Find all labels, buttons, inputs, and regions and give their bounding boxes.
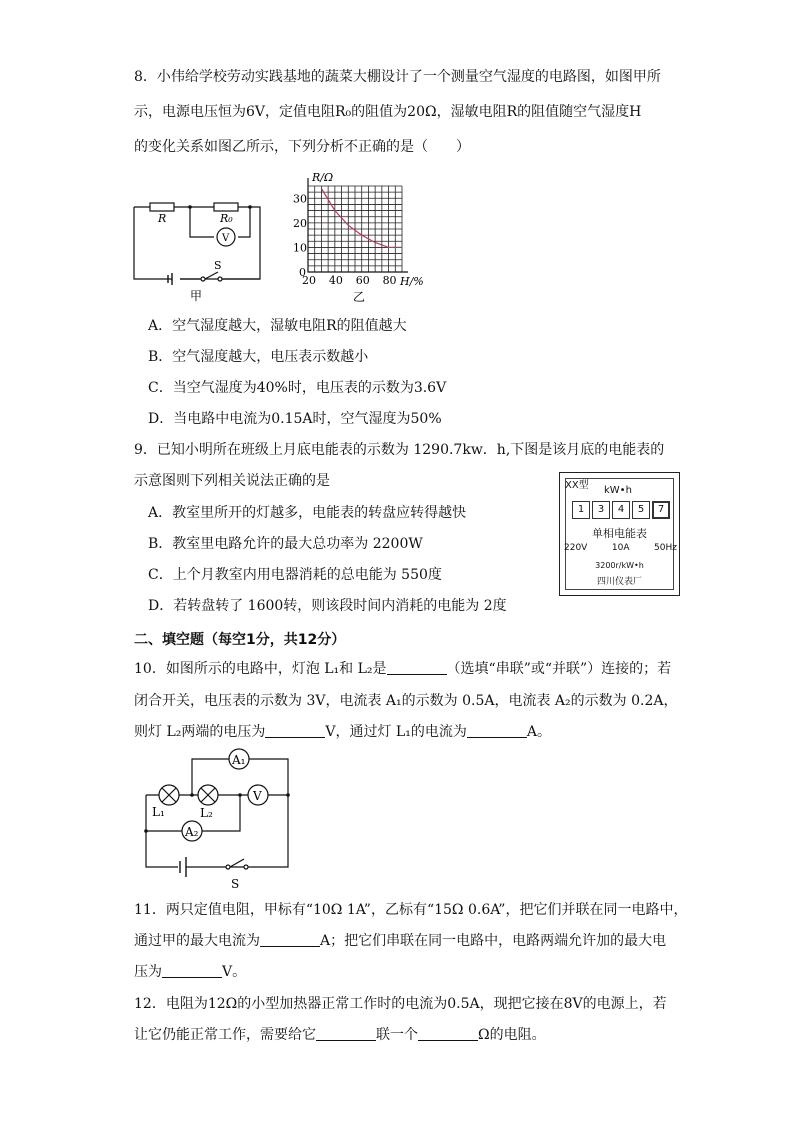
q10-text: 则灯 L₂两端的电压为 <box>134 724 266 740</box>
chart-ylabel: R/Ω <box>312 171 334 184</box>
q8-line-1: 8．小伟给学校劳动实践基地的蔬菜大棚设计了一个测量空气湿度的电路图，如图甲所 <box>134 69 661 85</box>
label-S: S <box>214 259 222 272</box>
label-V: V <box>222 233 230 244</box>
meter-type: 单相电能表 <box>592 527 647 540</box>
meter-digit: 5 <box>632 501 650 519</box>
q12-text: Ω的电阻。 <box>478 1027 546 1043</box>
q10-blank-1[interactable] <box>387 660 447 675</box>
chart-ytick-label: 10 <box>293 241 307 255</box>
q8-option-c[interactable]: C．当空气湿度为40%时，电压表的示数为3.6V <box>148 380 447 396</box>
q12-text: 让它仍能正常工作，需要给它 <box>134 1027 316 1043</box>
section-title: 二、填空题（每空1分，共12分） <box>134 632 346 648</box>
q8-option-b[interactable]: B．空气湿度越大，电压表示数越小 <box>148 349 369 365</box>
chart-ytick-label: 0 <box>299 266 306 279</box>
q9-option-b[interactable]: B．教室里电路允许的最大总功率为 2200W <box>148 536 423 552</box>
circuit-diagram-jia <box>128 195 268 307</box>
q10-text: （选填“串联”或“并联”）连接的；若 <box>446 661 672 677</box>
q8-line-2: 示，电源电压恒为6V，定值电阻R₀的阻值为20Ω，湿敏电阻R的阻值随空气湿度H <box>134 104 642 120</box>
q8-option-d[interactable]: D．当电路中电流为0.15A时，空气湿度为50% <box>148 411 442 427</box>
q10-blank-2[interactable] <box>265 723 325 738</box>
q10-text: V，通过灯 L₁的电流为 <box>325 724 467 740</box>
label-V: V <box>253 789 262 803</box>
q11-line-3 <box>134 963 246 981</box>
label-A1: A₁ <box>232 753 246 767</box>
chart-ytick-label: 30 <box>293 192 307 206</box>
chart-xtick-label: 40 <box>328 274 343 287</box>
q10-blank-3[interactable] <box>467 723 527 738</box>
label-L2: L₂ <box>200 806 213 820</box>
meter-revolutions: 3200r/kW•h <box>595 561 644 570</box>
q10-text: A。 <box>526 724 551 740</box>
q12-text: 联一个 <box>376 1027 418 1043</box>
q9-option-c[interactable]: C．上个月教室内用电器消耗的总电能为 550度 <box>148 567 442 583</box>
chart-ytick-label: 20 <box>293 216 307 230</box>
label-R: R <box>158 212 167 225</box>
label-A2: A₂ <box>185 825 199 839</box>
q10-line-3 <box>134 723 551 741</box>
q9-option-d[interactable]: D．若转盘转了 1600转，则该段时间内消耗的电能为 2度 <box>148 598 507 614</box>
label-S: S <box>231 877 240 891</box>
chart-xtick-label: 60 <box>355 274 370 287</box>
chart-caption: 乙 <box>353 290 366 304</box>
q11-text: A；把它们串联在同一电路中，电路两端允许加的最大电 <box>320 933 667 949</box>
q11-line-1: 11．两只定值电阻，甲标有“10Ω 1A”，乙标有“15Ω 0.6A”，把它们并联在同一电路中， <box>134 902 688 918</box>
q10-text: 10．如图所示的电路中，灯泡 L₁和 L₂是 <box>134 661 387 677</box>
circuit-diagram-q10 <box>138 745 298 893</box>
q12-line-2 <box>134 1026 546 1044</box>
meter-digits <box>572 501 672 519</box>
chart-xlabel: H/% <box>400 275 424 288</box>
q10-line-1 <box>134 660 671 678</box>
humidity-resistance-chart <box>290 168 440 308</box>
q12-blank-1[interactable] <box>316 1026 376 1041</box>
meter-digit: 3 <box>592 501 610 519</box>
label-L1: L₁ <box>152 805 165 819</box>
meter-frequency: 50Hz <box>654 543 677 553</box>
caption-jia: 甲 <box>190 289 203 303</box>
q9-line-1: 9．已知小明所在班级上月底电能表的示数为 1290.7kw．h,下图是该月底的电能表的 <box>134 442 665 458</box>
q12-blank-2[interactable] <box>418 1026 478 1041</box>
q11-text: 压为 <box>134 964 162 980</box>
q12-line-1: 12．电阻为12Ω的小型加热器正常工作时的电流为0.5A，现把它接在8V的电源上，若 <box>134 996 667 1012</box>
meter-specs <box>564 543 677 553</box>
q11-text: 通过甲的最大电流为 <box>134 933 260 949</box>
chart-xtick-label: 20 <box>302 274 316 287</box>
meter-maker: 四川仪表厂 <box>596 577 642 587</box>
q11-line-2 <box>134 932 666 950</box>
meter-digit: 4 <box>612 501 630 519</box>
meter-unit: kW•h <box>604 485 632 496</box>
meter-digit-decimal: 7 <box>652 501 670 519</box>
q11-blank-1[interactable] <box>260 932 320 947</box>
q11-text: V。 <box>222 964 247 980</box>
q10-line-2: 闭合开关，电压表的示数为 3V，电流表 A₁的示数为 0.5A，电流表 A₂的示数为 0.2A， <box>134 693 678 709</box>
chart-xtick-label: 80 <box>382 274 397 287</box>
electric-meter <box>559 472 680 596</box>
meter-digit: 1 <box>572 501 590 519</box>
q8-option-a[interactable]: A．空气湿度越大，湿敏电阻R的阻值越大 <box>148 318 407 334</box>
q9-option-a[interactable]: A．教室里所开的灯越多，电能表的转盘应转得越快 <box>148 505 467 521</box>
q9-line-2: 示意图则下列相关说法正确的是 <box>134 473 330 489</box>
meter-voltage: 220V <box>564 543 588 553</box>
meter-model: XX型 <box>565 480 589 491</box>
q8-line-3: 的变化关系如图乙所示，下列分析不正确的是（ ） <box>134 139 470 155</box>
label-R0: R₀ <box>220 212 233 225</box>
meter-current: 10A <box>611 543 630 553</box>
q11-blank-2[interactable] <box>162 963 222 978</box>
